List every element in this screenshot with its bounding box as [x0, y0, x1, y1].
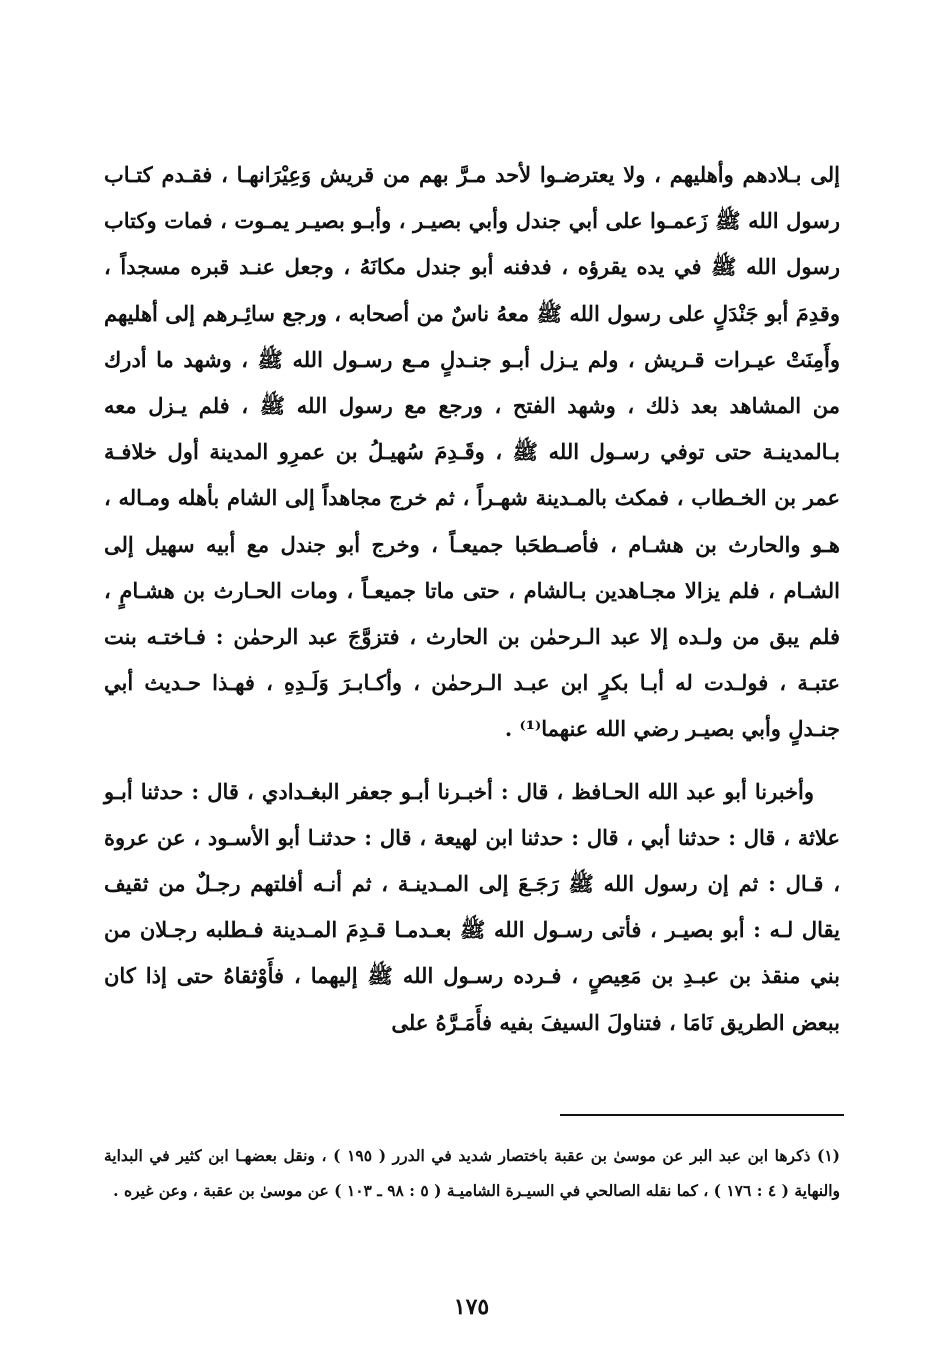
paragraph-1: إلى بـلادهم وأهليهم ، ولا يعترضـوا لأحد مـرَّ بهم من قريش وَعِيْرَانهـا ، فقـدم كتـاب رسول الله ﷺ زَعمـوا على أبي جندل وأبي بصيـر ، وأبـو بصيـر يمـوت ، فمات وكتاب رسول الله ﷺ في يده يقرؤه ، فدفنه أبو جندل مكانَهُ ، وجعل عنـد قبره مسجداً ، وقدِمَ أبو جَنْدَلٍ على رسول الله ﷺ معهُ ناسٌ من أصحابه ، ورجع سائِـرهم إلى أهليهم وأَمِنَتْ عيـرات قـريش ، ولم يـزل أبـو جنـدلٍ مـع رسـول الله ﷺ ، وشهد ما أدرك من المشاهد بعد ذلك ، وشهد الفتح ، ورجع مع رسول الله ﷺ ، فلم يـزل معه بـالمدينـة حتى توفي رسـول الله ﷺ ، وقَـدِمَ سُهيـلُ بن عمرِو المدينة أول خلافـة عمر بن الخـطاب ، فمكث بالمـدينة شهـراً ، ثم خرج مجاهداً إلى الشام بأهله ومـاله ، هـو والحارث بن هشـام ، فأصـطحَبا جميعـاً ، وخرج أبو جندل مع أبيه سهيل إلى الشـام ، فلم يزالا مجـاهدين بـالشام ، حتى ماتا جميعـاً ، ومات الحـارث بن هشـامٍ ، فلم يبق من ولـده إلا عبد الـرحمٰن بن الحارث ، فتزوَّجَ عبد الرحمٰن : فـاختـه بنت عتبـة ، فولـدت له أبـا بكرٍ ابن عبـد الـرحمٰن ، وأكـابـرَ وَلَـدِهِ ، فهـذا حـديث أبي جنـدلٍ وأبي بصيـر رضي الله عنهما⁽¹⁾ . — [104, 162, 841, 742]
footnote-divider — [560, 1114, 844, 1116]
footnote: (١) ذكرها ابن عبد البر عن موسىٰ بن عقبة باختصار شديد في الدرر ( ١٩٥ ) ، ونقل بعضهـا ابن كثير في البداية والنهاية ( ٤ : ١٧٦ ) ، كما نقله الصالحي في السيـرة الشاميـة ( ٥ : ٩٨ ـ ١٠٣ ) عن موسىٰ بن عقبة ، وعن غيره . — [104, 1146, 840, 1200]
paragraph-2: وأخبرنا أبو عبد الله الحـافظ ، قال : أخبـرنا أبـو جعفر البغـدادي ، قال : حدثنا أبـو علاثة ، قال : حدثنا أبي ، قال : حدثنا ابن لهيعة ، قال : حدثنـا أبو الأسـود ، عن عروة ، قـال : ثم إن رسول الله ﷺ رَجَـعَ إلى المـدينـة ، ثم أنـه أفلتهم رجـلٌ من ثقيف يقال لـه : أبو بصيـر ، فأتى رسـول الله ﷺ بعـدمـا قـدِمَ المـدينة فـطلبه رجـلان من بني منقذ بن عبـدِ بن مَعِيصٍ ، فـرده رسـول الله ﷺ إليهما ، فأَوْثقاهُ حتى إذا كان ببعض الطريق نَامَا ، فتناولَ السيفَ بفيه فأَمَـرَّهُ على — [104, 778, 840, 1035]
page-number: ١٧٥ — [453, 1294, 490, 1320]
main-text — [104, 152, 840, 1046]
